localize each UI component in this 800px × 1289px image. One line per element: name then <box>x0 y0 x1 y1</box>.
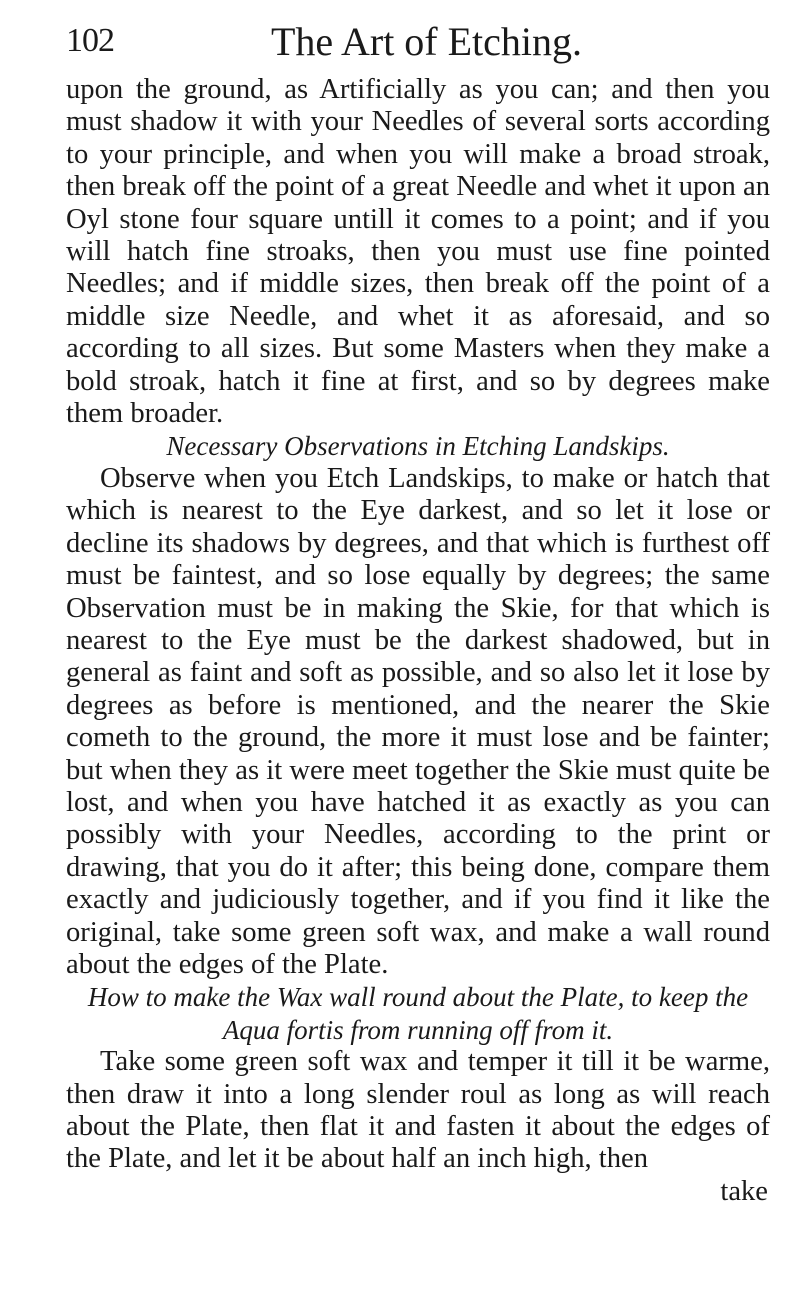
subheading-landskips: Necessary Observations in Etching Landskips. <box>166 431 670 462</box>
subheading-wax-wall: How to make the Wax wall round about the Plate, to keep the Aqua fortis from running off from it. <box>87 982 749 1045</box>
catchword: take <box>720 1175 768 1207</box>
page-header <box>66 18 766 74</box>
page-number: 102 <box>66 22 114 59</box>
paragraph-3: Take some green soft wax and temper it till it be warme, then draw it into a long slender roul as long as will reach about the Plate, then flat it and fasten it about the edges of the Plate, and let it be about half an inch high, then <box>66 1046 770 1175</box>
body-text <box>66 74 770 1208</box>
running-title: The Art of Etching. <box>271 19 583 64</box>
paragraph-2: Observe when you Etch Landskips, to make or hatch that which is nearest to the Eye darkest, and so let it lose or decline its shadows by degrees, and that which is furthest off must be faintest, and so lose equally by degrees; the same Observation must be in making the Skie, for that which is nearest to the Eye must be the darkest shadowed, but in general as faint and soft as possible, and so also let it lose by degrees as before is mentioned, and the nearer the Skie cometh to the ground, the more it must lose and be fainter; but when they as it were meet together the Skie must quite be lost, and when you have hatched it as exactly as you can possibly with your Needles, according to the print or drawing, that you do it after; this being done, compare them exactly and judiciously together, and if you find it like the original, take some green soft wax, and make a wall round about the edges of the Plate. <box>66 462 770 980</box>
paragraph-1: upon the ground, as Artificially as you can; and then you must shadow it with your Needles of several sorts according to your principle, and when you will make a broad stroak, then break off the point of a great Needle and whet it upon an Oyl stone four square untill it comes to a point; and if you will hatch fine stroaks, then you must use fine pointed Needles; and if middle sizes, then break off the point of a middle size Needle, and whet it as aforesaid, and so according to all sizes. But some Masters when they make a bold stroak, hatch it fine at first, and so by degrees make them broader. <box>66 74 770 430</box>
